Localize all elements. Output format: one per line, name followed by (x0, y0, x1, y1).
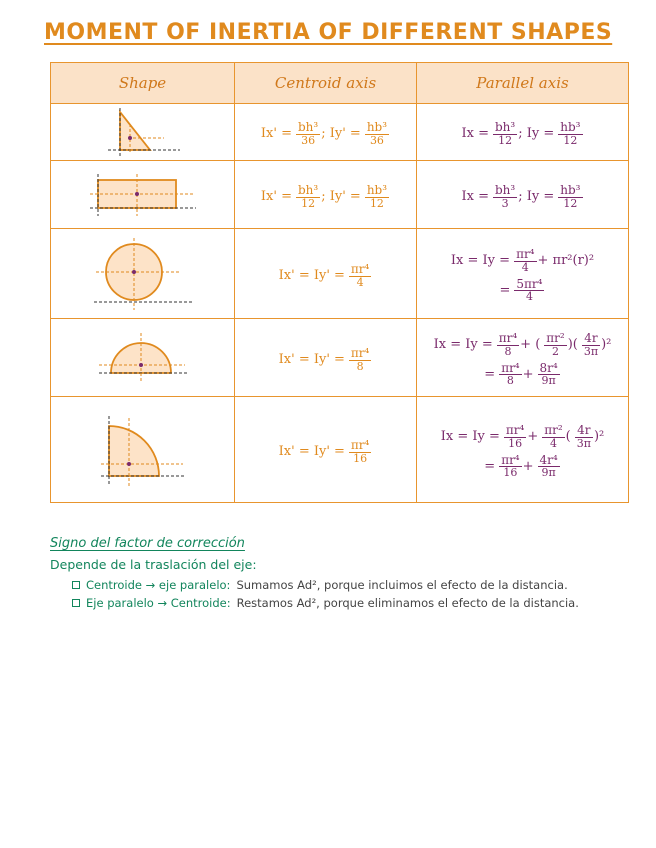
fraction-denominator: 36 (369, 134, 384, 148)
notes-section (50, 536, 640, 614)
fraction-denominator: 16 (508, 436, 523, 450)
fraction-denominator: 4 (521, 260, 529, 274)
fraction (493, 184, 517, 209)
formula-lhs: Ix' = Iy' = (278, 351, 345, 367)
inertia-table (50, 62, 629, 503)
fraction-numerator: hb³ (366, 182, 388, 197)
bullet-icon (72, 599, 80, 607)
fraction-numerator: πr⁴ (501, 360, 520, 375)
fraction-denominator: 12 (301, 196, 316, 210)
fraction (514, 248, 536, 273)
fraction-numerator: bh³ (298, 120, 319, 135)
fraction-denominator: 12 (498, 134, 513, 148)
parallel-axis-cell (417, 397, 629, 503)
table-row (51, 229, 629, 319)
formula-lhs: Ix = Iy = (433, 337, 493, 353)
formula-lhs: )² (593, 429, 605, 445)
formula-line (417, 424, 628, 449)
fraction (558, 121, 582, 146)
notes-title: Signo del factor de corrección (50, 536, 245, 551)
page-title: MOMENT OF INERTIA OF DIFFERENT SHAPES (44, 20, 613, 45)
centroid-axis-cell (235, 229, 417, 319)
fraction (296, 184, 320, 209)
centroid-axis-cell (235, 104, 417, 161)
table-header-row (51, 63, 629, 104)
fraction (365, 121, 389, 146)
fraction (538, 454, 560, 479)
formula-lhs: ( (565, 429, 571, 445)
fraction-numerator: πr² (546, 331, 565, 346)
fraction-denominator: 9π (541, 374, 556, 388)
formula-lhs: Ix = (461, 126, 489, 142)
formula-line (417, 362, 628, 387)
formula-line (235, 439, 416, 464)
fraction-numerator: hb³ (366, 120, 388, 135)
fraction (514, 278, 544, 303)
fraction (499, 362, 521, 387)
centroid-axis-cell (235, 397, 417, 503)
formula-lhs: + πr²(r)² (537, 253, 595, 269)
fraction-denominator: 3 (501, 196, 509, 210)
formula-line (235, 263, 416, 288)
circle-shape-icon (88, 234, 198, 314)
fraction-numerator: 8r⁴ (539, 360, 558, 375)
notes-item-text: Sumamos Ad², porque incluimos el efecto de la distancia. (236, 578, 568, 592)
notes-item (72, 578, 640, 592)
fraction (575, 424, 593, 449)
formula-lhs: + (527, 429, 539, 445)
header-centroid-axis: Centroid axis (235, 63, 417, 104)
parallel-axis-cell (417, 319, 629, 397)
fraction (349, 439, 371, 464)
shape-cell (51, 319, 235, 397)
fraction-numerator: bh³ (298, 182, 319, 197)
fraction-numerator: 4r (577, 423, 591, 438)
fraction-numerator: πr⁴ (505, 423, 525, 438)
table-row (51, 319, 629, 397)
formula-lhs: + (522, 366, 534, 382)
fraction (493, 121, 517, 146)
fraction-numerator: 5πr⁴ (516, 276, 543, 291)
table-row (51, 397, 629, 503)
fraction-denominator: 3π (583, 344, 599, 358)
formula-lhs: )² (601, 337, 612, 353)
fraction (582, 332, 600, 357)
fraction-denominator: 4 (549, 436, 557, 450)
fraction-denominator: 9π (541, 466, 556, 480)
shape-cell (51, 397, 235, 503)
fraction-denominator: 12 (563, 196, 578, 210)
notes-item-text: Restamos Ad², porque eliminamos el efecto de la distancia. (236, 596, 579, 610)
centroid-axis-cell (235, 161, 417, 229)
formula-line (417, 278, 628, 303)
formula-lhs: Ix' = Iy' = (278, 443, 345, 459)
fraction (542, 424, 564, 449)
notes-item-lead: Centroide → eje paralelo: (86, 578, 231, 592)
fraction (558, 184, 582, 209)
fraction-numerator: bh³ (495, 182, 516, 197)
table-row (51, 161, 629, 229)
formula-lhs: Ix = Iy = (440, 429, 500, 445)
semicircle-shape-icon (97, 329, 189, 387)
formula-lhs: Ix' = Iy' = (278, 267, 345, 283)
fraction-denominator: 3π (576, 436, 591, 450)
fraction-numerator: πr⁴ (498, 331, 518, 346)
formula-line (417, 332, 628, 357)
parallel-axis-cell (417, 161, 629, 229)
fraction (538, 362, 560, 387)
notes-subtitle: Depende de la traslación del eje: (50, 557, 257, 572)
shape-cell (51, 229, 235, 319)
parallel-axis-cell (417, 104, 629, 161)
fraction (365, 184, 389, 209)
table-row (51, 104, 629, 161)
fraction-denominator: 36 (301, 134, 316, 148)
centroid-axis-cell (235, 319, 417, 397)
fraction-numerator: πr² (544, 423, 563, 438)
formula-lhs: + (522, 458, 534, 474)
fraction-denominator: 4 (356, 275, 364, 289)
quarter-circle-shape-icon (97, 410, 189, 490)
formula-line (417, 121, 628, 146)
shape-cell (51, 161, 235, 229)
formula-lhs: = (484, 458, 496, 474)
fraction-numerator: πr⁴ (350, 437, 370, 452)
fraction-denominator: 4 (525, 290, 533, 304)
fraction-numerator: 4r⁴ (539, 452, 558, 467)
fraction (296, 121, 320, 146)
formula-lhs: )( (567, 337, 578, 353)
header-shape: Shape (51, 63, 235, 104)
fraction-numerator: hb³ (560, 120, 581, 135)
fraction-denominator: 12 (369, 196, 384, 210)
formula-lhs: ; Iy = (518, 126, 555, 142)
fraction (544, 332, 566, 357)
fraction-numerator: πr⁴ (350, 345, 370, 360)
fraction (349, 263, 371, 288)
formula-line (235, 121, 416, 146)
fraction-denominator: 8 (506, 374, 514, 388)
fraction-denominator: 8 (356, 359, 364, 373)
fraction-numerator: πr⁴ (350, 261, 370, 276)
fraction-numerator: 4r (584, 331, 598, 346)
shape-cell (51, 104, 235, 161)
formula-line (417, 248, 628, 273)
fraction (497, 332, 519, 357)
formula-line (235, 347, 416, 372)
fraction (499, 454, 521, 479)
formula-lhs: Ix = Iy = (450, 253, 511, 269)
fraction-denominator: 2 (552, 344, 559, 358)
formula-line (417, 454, 628, 479)
formula-lhs: ; Iy' = (321, 188, 361, 204)
rectangle-shape-icon (84, 170, 202, 220)
fraction-denominator: 16 (503, 466, 518, 480)
formula-lhs: + ( (520, 337, 541, 353)
fraction-denominator: 16 (353, 451, 368, 465)
formula-lhs: ; Iy = (518, 188, 555, 204)
formula-lhs: Ix' = (260, 188, 292, 204)
formula-lhs: = (499, 282, 511, 298)
fraction-denominator: 12 (563, 134, 578, 148)
formula-lhs: Ix = (461, 188, 489, 204)
formula-line (417, 184, 628, 209)
formula-lhs: Ix' = (260, 126, 292, 142)
formula-line (235, 184, 416, 209)
formula-lhs: ; Iy' = (321, 126, 361, 142)
fraction-denominator: 8 (504, 344, 512, 358)
notes-item (72, 596, 640, 610)
formula-lhs: = (484, 366, 496, 382)
fraction-numerator: hb³ (560, 182, 581, 197)
triangle-shape-icon (98, 104, 188, 160)
fraction (504, 424, 526, 449)
header-parallel-axis: Parallel axis (417, 63, 629, 104)
parallel-axis-cell (417, 229, 629, 319)
bullet-icon (72, 581, 80, 589)
notes-item-lead: Eje paralelo → Centroide: (86, 596, 231, 610)
fraction-numerator: bh³ (495, 120, 516, 135)
fraction (349, 347, 371, 372)
fraction-numerator: πr⁴ (501, 452, 520, 467)
fraction-numerator: πr⁴ (516, 247, 535, 262)
